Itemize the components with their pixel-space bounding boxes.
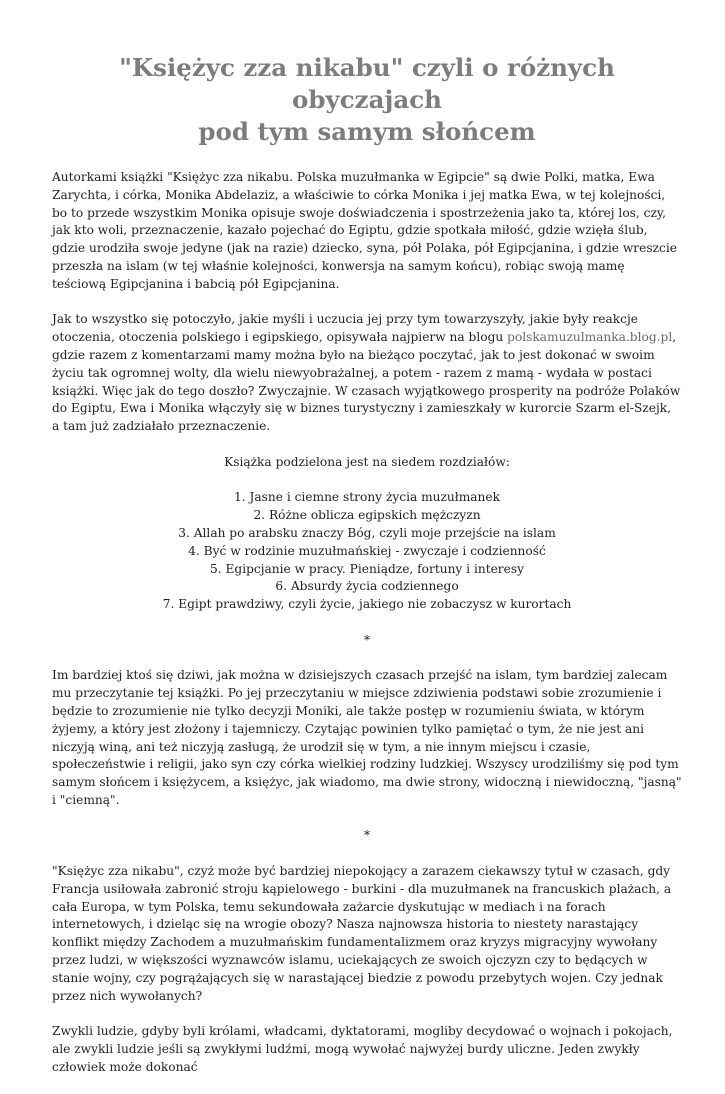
section-separator: * xyxy=(363,632,371,647)
chapter-item: 3. Allah po arabsku znaczy Bóg, czyli moje przejście na islam xyxy=(178,525,556,540)
paragraph-authors: Autorkami książki "Księżyc zza nikabu. Polska muzułmanka w Egipcie" są dwie Polki, matka, Ewa Zarychta, i córka, Monika Abdelaziz, a właściwie to córka Monika i jej matka Ewa, w tej kolejności, bo to przede wszystkim Monika opisuje swoje doświadczenia i spostrzeżenia jako ta, której los, czy, jak kto woli, przeznaczenie, kazało pojechać do Egiptu, gdzie spotkała miłość, gdzie wzięła ślub, gdzie urodziła swoje jedyne (jak na razie) dziecko, syna, pół Polaka, pół Egipcjanina, i gdzie wreszcie przeszła na islam (w tej właśnie kolejności, konwersja na samym końcu), robiąc swoją mamę teściową Egipcjanina i babcią pół Egipcjanina. xyxy=(52,170,677,291)
paragraph-story-text-start: Jak to wszystko się potoczyło, jakie myśli i uczucia jej przy tym towarzyszyły, jakie były reakcje otoczenia, otoczenia polskiego i egipskiego, opisywała najpierw na blogu xyxy=(52,312,638,345)
chapter-item: 1. Jasne i ciemne strony życia muzułmanek xyxy=(233,490,501,505)
chapters-intro: Książka podzielona jest na siedem rozdziałów: xyxy=(224,454,510,469)
chapter-item: 6. Absurdy życia codziennego xyxy=(275,579,459,594)
blog-link[interactable]: polskamuzulmanka.blog.pl xyxy=(507,330,673,345)
chapter-item: 2. Różne oblicza egipskich mężczyzn xyxy=(253,508,481,523)
paragraph-ordinary-people: Zwykli ludzie, gdyby byli królami, władcami, dyktatorami, mogliby decydować o wojnach i pokojach, ale zwykli ludzie jeśli są zwykłymi ludźmi, mogą wywołać najwyżej burdy uliczne. Jeden zwykły człowiek może dokonać xyxy=(52,1024,673,1074)
title-line-2: pod tym samym słońcem xyxy=(198,117,536,146)
chapter-item: 7. Egipt prawdziwy, czyli życie, jakiego nie zobaczysz w kurortach xyxy=(162,597,572,612)
title-line-1: "Księżyc zza nikabu" czyli o różnych obyczajach xyxy=(119,53,615,114)
paragraph-context: "Księżyc zza nikabu", czyż może być bardziej niepokojący a zarazem ciekawszy tytuł w czasach, gdy Francja usiłowała zabronić stroju kąpielowego - burkini - dla muzułmanek na francuskich plażach, a cała Europa, w tym Polska, temu sekundowała zażarcie dyskutując w mediach i na forach internetowych, i dzieląc się na wrogie obozy? Nasza najnowsza historia to niestety narastający konflikt między Zachodem a muzułmańskim fundamentalizmem oraz kryzys migracyjny wywołany przez ludzi, w większości wyznawców islamu, uciekających ze swoich ojczyzn czy to będących w stanie wojny, czy pogrążających się w narastającej biedzie z powodu przebytych wojen. Czy jednak przez nich wywołanych? xyxy=(52,864,672,1003)
chapter-item: 5. Egipcjanie w pracy. Pieniądze, fortuny i interesy xyxy=(210,561,524,576)
section-separator: * xyxy=(363,828,371,843)
chapter-item: 4. Być w rodzinie muzułmańskiej - zwyczaje i codzienność xyxy=(188,543,546,558)
paragraph-recommendation: Im bardziej ktoś się dziwi, jak można w dzisiejszych czasach przejść na islam, tym bardziej zalecam mu przeczytanie tej książki. Po jej przeczytaniu w miejsce zdziwienia podstawi sobie zrozumienie i będzie to zrozumienie nie tylko decyzji Moniki, ale także postęp w rozumieniu świata, w którym żyjemy, a który jest złożony i tajemniczy. Czytając powinien tylko pamiętać o tym, że nie jest ani niczyją winą, ani też niczyją zasługą, że urodził się w tym, a nie innym miejscu i czasie, społeczeństwie i religii, jako syn czy córka wielkiej rodziny ludzkiej. Wszyscy urodziliśmy się pod tym samym słońcem i księżycem, a księżyc, jak wiadomo, ma dwie strony, widoczną i niewidoczną, "jasną" i "ciemną". xyxy=(52,668,682,807)
paragraph-story-text-end: , gdzie razem z komentarzami mamy można było na bieżąco poczytać, jak to jest dokonać w swoim życiu tak ogromnej wolty, dla wielu niewyobrażalnej, a potem - razem z mamą - wydała w postaci książki. Więc jak do tego doszło? Zwyczajnie. W czasach wyjątkowego prosperity na podróże Polaków do Egiptu, Ewa i Monika włączyły się w biznes turystyczny i zamieszkały w kurorcie Szarm el-Szejk, a tam już zadziałało przeznaczenie. xyxy=(52,330,681,434)
article-body xyxy=(52,169,682,1077)
article-title xyxy=(52,52,682,148)
paragraph-story xyxy=(52,311,682,436)
article-page xyxy=(52,52,682,1094)
chapters-list xyxy=(52,489,682,614)
